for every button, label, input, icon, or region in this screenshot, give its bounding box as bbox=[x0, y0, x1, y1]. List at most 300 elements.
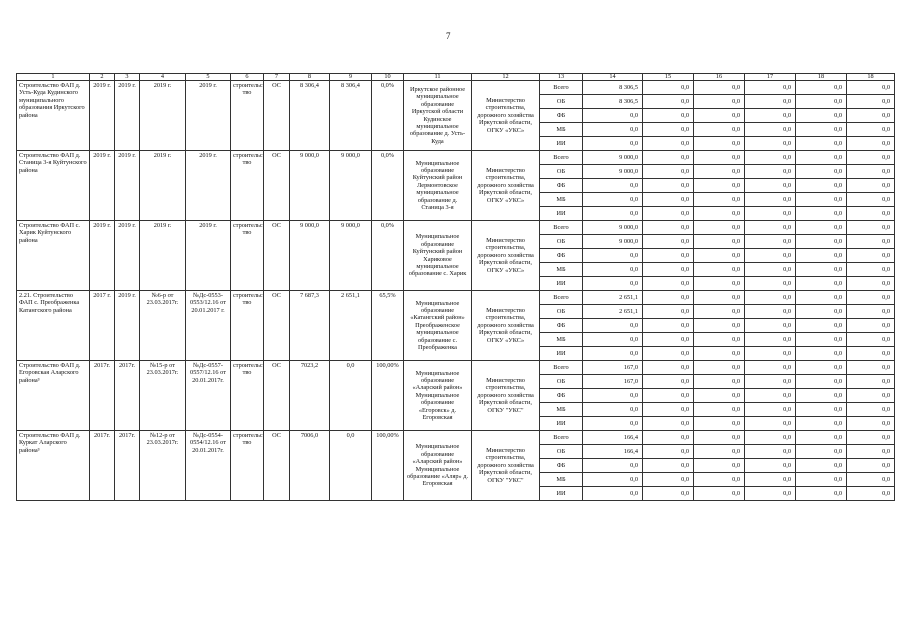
amount-cell: 166,4 bbox=[583, 445, 643, 459]
column-number-row bbox=[17, 74, 895, 81]
start-year-cell: 2019 г. bbox=[90, 81, 115, 151]
amount-cell: 0,0 bbox=[694, 109, 745, 123]
amount-cell: 0,0 bbox=[583, 123, 643, 137]
funding-source-cell: Всего bbox=[540, 221, 583, 235]
funding-source-cell: МБ bbox=[540, 193, 583, 207]
amount-cell: 0,0 bbox=[643, 165, 694, 179]
amount-cell: 0,0 bbox=[694, 459, 745, 473]
funding-source-cell: МБ bbox=[540, 473, 583, 487]
amount-cell: 0,0 bbox=[796, 417, 847, 431]
funding-source-cell: МБ bbox=[540, 123, 583, 137]
decision-doc-cell: №15-р от 23.03.2017г. bbox=[140, 361, 186, 431]
amount-cell: 0,0 bbox=[583, 417, 643, 431]
funding-source-cell: ИИ bbox=[540, 417, 583, 431]
amount-cell: 0,0 bbox=[643, 361, 694, 375]
amount-cell: 0,0 bbox=[694, 249, 745, 263]
amount-cell: 0,0 bbox=[745, 431, 796, 445]
funding-source-cell: ИИ bbox=[540, 277, 583, 291]
amount-cell: 9 000,0 bbox=[583, 221, 643, 235]
column-number-cell: 2 bbox=[90, 74, 115, 81]
project-name-cell: Строительство ФАП с. Харик Куйтунского района bbox=[17, 221, 90, 291]
amount-cell: 0,0 bbox=[643, 179, 694, 193]
amount-cell: 0,0 bbox=[796, 459, 847, 473]
amount-cell: 0,0 bbox=[745, 81, 796, 95]
asset-type-cell: ОС bbox=[264, 361, 290, 431]
amount-cell: 0,0 bbox=[745, 123, 796, 137]
amount-cell: 0,0 bbox=[694, 179, 745, 193]
funding-source-cell: ОБ bbox=[540, 445, 583, 459]
customer-cell: Министерство строительства, дорожного хозяйства Иркутской области, ОГКУ "УКС" bbox=[472, 431, 540, 501]
amount-cell: 0,0 bbox=[847, 137, 895, 151]
cost-cell: 7006,0 bbox=[290, 431, 330, 501]
remaining-cost-cell: 0,0 bbox=[330, 431, 372, 501]
amount-cell: 0,0 bbox=[796, 361, 847, 375]
funding-source-cell: ИИ bbox=[540, 137, 583, 151]
amount-cell: 0,0 bbox=[583, 207, 643, 221]
project-name-cell: Строительство ФАП д. Станица 3-я Куйтунского района bbox=[17, 151, 90, 221]
amount-cell: 0,0 bbox=[847, 81, 895, 95]
amount-cell: 0,0 bbox=[796, 487, 847, 501]
amount-cell: 0,0 bbox=[694, 319, 745, 333]
amount-cell: 0,0 bbox=[847, 151, 895, 165]
amount-cell: 0,0 bbox=[745, 95, 796, 109]
column-number-cell: 14 bbox=[583, 74, 643, 81]
amount-cell: 0,0 bbox=[847, 487, 895, 501]
amount-cell: 0,0 bbox=[796, 165, 847, 179]
amount-cell: 0,0 bbox=[745, 137, 796, 151]
amount-cell: 0,0 bbox=[796, 263, 847, 277]
amount-cell: 0,0 bbox=[643, 221, 694, 235]
amount-cell: 0,0 bbox=[583, 473, 643, 487]
amount-cell: 0,0 bbox=[583, 487, 643, 501]
column-number-cell: 3 bbox=[115, 74, 140, 81]
end-year-cell: 2019 г. bbox=[115, 221, 140, 291]
column-number-cell: 6 bbox=[231, 74, 264, 81]
municipality-cell: Иркутское районное муниципальное образование Иркутской области Кудинское муниципальное образование д. Усть-Куда bbox=[404, 81, 472, 151]
amount-cell: 0,0 bbox=[694, 417, 745, 431]
amount-cell: 0,0 bbox=[583, 179, 643, 193]
amount-cell: 0,0 bbox=[745, 235, 796, 249]
funding-source-cell: ИИ bbox=[540, 207, 583, 221]
customer-cell: Министерство строительства, дорожного хозяйства Иркутской области, ОГКУ «УКС» bbox=[472, 151, 540, 221]
amount-cell: 8 306,5 bbox=[583, 81, 643, 95]
amount-cell: 0,0 bbox=[694, 305, 745, 319]
work-type-cell: строительс тво bbox=[231, 291, 264, 361]
column-number-cell: 18 bbox=[796, 74, 847, 81]
work-type-cell: строительс тво bbox=[231, 221, 264, 291]
amount-cell: 0,0 bbox=[796, 123, 847, 137]
amount-cell: 0,0 bbox=[643, 347, 694, 361]
amount-cell: 0,0 bbox=[796, 445, 847, 459]
funding-source-cell: Всего bbox=[540, 151, 583, 165]
amount-cell: 0,0 bbox=[643, 319, 694, 333]
amount-cell: 0,0 bbox=[745, 375, 796, 389]
decision-doc-cell: №6-р от 23.03.2017г. bbox=[140, 291, 186, 361]
amount-cell: 0,0 bbox=[796, 95, 847, 109]
amount-cell: 0,0 bbox=[745, 473, 796, 487]
amount-cell: 0,0 bbox=[583, 277, 643, 291]
amount-cell: 0,0 bbox=[643, 473, 694, 487]
readiness-cell: 65,5% bbox=[372, 291, 404, 361]
amount-cell: 0,0 bbox=[745, 249, 796, 263]
amount-cell: 0,0 bbox=[847, 95, 895, 109]
amount-cell: 0,0 bbox=[643, 95, 694, 109]
readiness-cell: 0,0% bbox=[372, 81, 404, 151]
amount-cell: 0,0 bbox=[745, 445, 796, 459]
amount-cell: 9 000,0 bbox=[583, 151, 643, 165]
funding-source-cell: ОБ bbox=[540, 235, 583, 249]
amount-cell: 0,0 bbox=[583, 263, 643, 277]
document-sheet bbox=[16, 73, 890, 501]
amount-cell: 0,0 bbox=[796, 319, 847, 333]
readiness-cell: 100,00% bbox=[372, 361, 404, 431]
amount-cell: 0,0 bbox=[847, 165, 895, 179]
contract-doc-cell: №Дс-0557-0557/12.16 от 20.01.2017г. bbox=[186, 361, 231, 431]
amount-cell: 0,0 bbox=[796, 179, 847, 193]
amount-cell: 0,0 bbox=[745, 319, 796, 333]
amount-cell: 0,0 bbox=[847, 291, 895, 305]
amount-cell: 0,0 bbox=[694, 207, 745, 221]
remaining-cost-cell: 2 651,1 bbox=[330, 291, 372, 361]
amount-cell: 0,0 bbox=[583, 389, 643, 403]
cost-cell: 9 000,0 bbox=[290, 221, 330, 291]
amount-cell: 0,0 bbox=[847, 193, 895, 207]
amount-cell: 0,0 bbox=[694, 193, 745, 207]
amount-cell: 0,0 bbox=[643, 151, 694, 165]
amount-cell: 0,0 bbox=[745, 165, 796, 179]
column-number-cell: 18 bbox=[847, 74, 895, 81]
amount-cell: 0,0 bbox=[745, 403, 796, 417]
funding-source-cell: ФБ bbox=[540, 459, 583, 473]
contract-doc-cell: №Дс-0553-0553/12.16 от 20.01.2017 г. bbox=[186, 291, 231, 361]
amount-cell: 167,0 bbox=[583, 375, 643, 389]
funding-source-cell: ОБ bbox=[540, 95, 583, 109]
amount-cell: 0,0 bbox=[796, 375, 847, 389]
remaining-cost-cell: 9 000,0 bbox=[330, 151, 372, 221]
work-type-cell: строительс тво bbox=[231, 361, 264, 431]
amount-cell: 0,0 bbox=[796, 291, 847, 305]
amount-cell: 0,0 bbox=[694, 123, 745, 137]
cost-cell: 7 687,3 bbox=[290, 291, 330, 361]
amount-cell: 0,0 bbox=[847, 333, 895, 347]
amount-cell: 0,0 bbox=[745, 291, 796, 305]
amount-cell: 0,0 bbox=[694, 389, 745, 403]
amount-cell: 0,0 bbox=[796, 431, 847, 445]
amount-cell: 0,0 bbox=[796, 193, 847, 207]
amount-cell: 0,0 bbox=[643, 445, 694, 459]
table-row bbox=[17, 221, 895, 235]
amount-cell: 0,0 bbox=[643, 263, 694, 277]
amount-cell: 0,0 bbox=[694, 263, 745, 277]
customer-cell: Министерство строительства, дорожного хозяйства Иркутской области, ОГКУ «УКС» bbox=[472, 291, 540, 361]
amount-cell: 0,0 bbox=[847, 431, 895, 445]
amount-cell: 0,0 bbox=[796, 473, 847, 487]
amount-cell: 0,0 bbox=[745, 389, 796, 403]
amount-cell: 0,0 bbox=[796, 305, 847, 319]
funding-source-cell: ОБ bbox=[540, 305, 583, 319]
amount-cell: 0,0 bbox=[643, 109, 694, 123]
amount-cell: 0,0 bbox=[694, 403, 745, 417]
funding-source-cell: МБ bbox=[540, 333, 583, 347]
amount-cell: 0,0 bbox=[583, 403, 643, 417]
funding-source-cell: ФБ bbox=[540, 179, 583, 193]
amount-cell: 0,0 bbox=[745, 263, 796, 277]
work-type-cell: строительс тво bbox=[231, 81, 264, 151]
project-name-cell: Строительство ФАП д. Куркат Аларского района³ bbox=[17, 431, 90, 501]
amount-cell: 0,0 bbox=[847, 417, 895, 431]
readiness-cell: 0,0% bbox=[372, 151, 404, 221]
amount-cell: 167,0 bbox=[583, 361, 643, 375]
amount-cell: 0,0 bbox=[745, 221, 796, 235]
funding-source-cell: ФБ bbox=[540, 319, 583, 333]
funding-source-cell: ОБ bbox=[540, 375, 583, 389]
amount-cell: 0,0 bbox=[694, 361, 745, 375]
amount-cell: 0,0 bbox=[643, 487, 694, 501]
remaining-cost-cell: 8 306,4 bbox=[330, 81, 372, 151]
column-number-cell: 11 bbox=[404, 74, 472, 81]
end-year-cell: 2019 г. bbox=[115, 151, 140, 221]
amount-cell: 0,0 bbox=[796, 235, 847, 249]
amount-cell: 0,0 bbox=[796, 403, 847, 417]
amount-cell: 0,0 bbox=[694, 221, 745, 235]
table-body bbox=[17, 81, 895, 501]
remaining-cost-cell: 0,0 bbox=[330, 361, 372, 431]
page-number: 7 bbox=[446, 31, 451, 41]
amount-cell: 0,0 bbox=[847, 277, 895, 291]
amount-cell: 0,0 bbox=[745, 151, 796, 165]
municipality-cell: Муниципальное образование Куйтунский район Лермонтовское муниципальное образование д. Станица 3-я bbox=[404, 151, 472, 221]
amount-cell: 0,0 bbox=[847, 179, 895, 193]
readiness-cell: 0,0% bbox=[372, 221, 404, 291]
amount-cell: 0,0 bbox=[694, 81, 745, 95]
amount-cell: 0,0 bbox=[847, 347, 895, 361]
funding-source-cell: Всего bbox=[540, 431, 583, 445]
amount-cell: 0,0 bbox=[745, 347, 796, 361]
column-number-cell: 4 bbox=[140, 74, 186, 81]
customer-cell: Министерство строительства, дорожного хозяйства Иркутской области, ОГКУ «УКС» bbox=[472, 221, 540, 291]
amount-cell: 0,0 bbox=[643, 81, 694, 95]
column-number-cell: 10 bbox=[372, 74, 404, 81]
decision-doc-cell: 2019 г. bbox=[140, 81, 186, 151]
column-number-cell: 5 bbox=[186, 74, 231, 81]
column-number-cell: 12 bbox=[472, 74, 540, 81]
start-year-cell: 2017г. bbox=[90, 361, 115, 431]
amount-cell: 9 000,0 bbox=[583, 165, 643, 179]
end-year-cell: 2017г. bbox=[115, 431, 140, 501]
amount-cell: 0,0 bbox=[583, 109, 643, 123]
amount-cell: 0,0 bbox=[583, 333, 643, 347]
contract-doc-cell: 2019 г. bbox=[186, 151, 231, 221]
funding-source-cell: ОБ bbox=[540, 165, 583, 179]
amount-cell: 0,0 bbox=[643, 403, 694, 417]
amount-cell: 166,4 bbox=[583, 431, 643, 445]
funding-source-cell: ИИ bbox=[540, 347, 583, 361]
amount-cell: 0,0 bbox=[745, 193, 796, 207]
funding-source-cell: ФБ bbox=[540, 249, 583, 263]
amount-cell: 0,0 bbox=[847, 305, 895, 319]
amount-cell: 0,0 bbox=[745, 333, 796, 347]
amount-cell: 0,0 bbox=[796, 277, 847, 291]
amount-cell: 0,0 bbox=[583, 347, 643, 361]
amount-cell: 0,0 bbox=[643, 235, 694, 249]
amount-cell: 0,0 bbox=[745, 487, 796, 501]
amount-cell: 0,0 bbox=[694, 445, 745, 459]
amount-cell: 0,0 bbox=[643, 375, 694, 389]
amount-cell: 0,0 bbox=[847, 319, 895, 333]
table-row bbox=[17, 151, 895, 165]
contract-doc-cell: 2019 г. bbox=[186, 81, 231, 151]
amount-cell: 0,0 bbox=[694, 151, 745, 165]
end-year-cell: 2019 г. bbox=[115, 81, 140, 151]
amount-cell: 0,0 bbox=[745, 179, 796, 193]
column-number-cell: 7 bbox=[264, 74, 290, 81]
amount-cell: 0,0 bbox=[694, 347, 745, 361]
funding-source-cell: ФБ bbox=[540, 109, 583, 123]
amount-cell: 0,0 bbox=[694, 431, 745, 445]
amount-cell: 0,0 bbox=[694, 291, 745, 305]
decision-doc-cell: 2019 г. bbox=[140, 151, 186, 221]
amount-cell: 0,0 bbox=[643, 207, 694, 221]
project-name-cell: Строительство ФАП д. Егоровская Аларского района³ bbox=[17, 361, 90, 431]
asset-type-cell: ОС bbox=[264, 291, 290, 361]
funding-source-cell: ИИ bbox=[540, 487, 583, 501]
column-number-cell: 13 bbox=[540, 74, 583, 81]
asset-type-cell: ОС bbox=[264, 431, 290, 501]
contract-doc-cell: 2019 г. bbox=[186, 221, 231, 291]
amount-cell: 0,0 bbox=[847, 249, 895, 263]
funding-source-cell: Всего bbox=[540, 291, 583, 305]
amount-cell: 0,0 bbox=[847, 263, 895, 277]
contract-doc-cell: №Дс-0554-0554/12.16 от 20.01.2017г. bbox=[186, 431, 231, 501]
table-row bbox=[17, 291, 895, 305]
funding-source-cell: Всего bbox=[540, 361, 583, 375]
amount-cell: 0,0 bbox=[643, 137, 694, 151]
start-year-cell: 2019 г. bbox=[90, 221, 115, 291]
amount-cell: 0,0 bbox=[847, 389, 895, 403]
amount-cell: 0,0 bbox=[643, 123, 694, 137]
end-year-cell: 2019 г. bbox=[115, 291, 140, 361]
amount-cell: 0,0 bbox=[583, 249, 643, 263]
amount-cell: 0,0 bbox=[847, 473, 895, 487]
amount-cell: 0,0 bbox=[847, 235, 895, 249]
amount-cell: 0,0 bbox=[643, 431, 694, 445]
amount-cell: 0,0 bbox=[643, 277, 694, 291]
work-type-cell: строительс тво bbox=[231, 151, 264, 221]
end-year-cell: 2017г. bbox=[115, 361, 140, 431]
amount-cell: 0,0 bbox=[694, 137, 745, 151]
amount-cell: 0,0 bbox=[745, 277, 796, 291]
amount-cell: 0,0 bbox=[694, 473, 745, 487]
asset-type-cell: ОС bbox=[264, 221, 290, 291]
amount-cell: 0,0 bbox=[847, 221, 895, 235]
amount-cell: 0,0 bbox=[694, 95, 745, 109]
readiness-cell: 100,00% bbox=[372, 431, 404, 501]
column-number-cell: 8 bbox=[290, 74, 330, 81]
amount-cell: 0,0 bbox=[796, 221, 847, 235]
amount-cell: 0,0 bbox=[796, 109, 847, 123]
table-row bbox=[17, 81, 895, 95]
amount-cell: 0,0 bbox=[745, 207, 796, 221]
amount-cell: 0,0 bbox=[583, 319, 643, 333]
amount-cell: 2 651,1 bbox=[583, 291, 643, 305]
funding-source-cell: МБ bbox=[540, 263, 583, 277]
amount-cell: 0,0 bbox=[796, 81, 847, 95]
amount-cell: 0,0 bbox=[643, 459, 694, 473]
amount-cell: 0,0 bbox=[796, 333, 847, 347]
table-row bbox=[17, 431, 895, 445]
amount-cell: 0,0 bbox=[745, 459, 796, 473]
amount-cell: 0,0 bbox=[745, 305, 796, 319]
funding-source-cell: Всего bbox=[540, 81, 583, 95]
amount-cell: 0,0 bbox=[847, 459, 895, 473]
asset-type-cell: ОС bbox=[264, 151, 290, 221]
municipality-cell: Муниципальное образование Куйтунский район Хариковое муниципальное образование с. Харик bbox=[404, 221, 472, 291]
amount-cell: 0,0 bbox=[643, 333, 694, 347]
amount-cell: 0,0 bbox=[694, 235, 745, 249]
amount-cell: 0,0 bbox=[796, 389, 847, 403]
column-number-cell: 15 bbox=[643, 74, 694, 81]
amount-cell: 0,0 bbox=[643, 193, 694, 207]
cost-cell: 8 306,4 bbox=[290, 81, 330, 151]
column-number-cell: 16 bbox=[694, 74, 745, 81]
amount-cell: 0,0 bbox=[643, 291, 694, 305]
amount-cell: 0,0 bbox=[583, 193, 643, 207]
amount-cell: 0,0 bbox=[583, 137, 643, 151]
decision-doc-cell: 2019 г. bbox=[140, 221, 186, 291]
project-name-cell: Строительство ФАП д. Усть-Куда Кудинского муниципального образования Иркутского района bbox=[17, 81, 90, 151]
amount-cell: 0,0 bbox=[643, 305, 694, 319]
amount-cell: 0,0 bbox=[847, 123, 895, 137]
amount-cell: 0,0 bbox=[643, 417, 694, 431]
municipality-cell: Муниципальное образование «Аларский район» Муниципальное образование «Егоровск» д. Егоровская bbox=[404, 361, 472, 431]
amount-cell: 0,0 bbox=[694, 375, 745, 389]
municipality-cell: Муниципальное образование «Катангский район» Преображенское муниципальное образование с. Преображенка bbox=[404, 291, 472, 361]
amount-cell: 0,0 bbox=[643, 389, 694, 403]
amount-cell: 0,0 bbox=[583, 459, 643, 473]
amount-cell: 0,0 bbox=[745, 109, 796, 123]
amount-cell: 0,0 bbox=[847, 445, 895, 459]
column-number-cell: 1 bbox=[17, 74, 90, 81]
investment-table bbox=[16, 73, 895, 501]
amount-cell: 0,0 bbox=[745, 361, 796, 375]
customer-cell: Министерство строительства, дорожного хозяйства Иркутской области, ОГКУ "УКС" bbox=[472, 361, 540, 431]
cost-cell: 7023,2 bbox=[290, 361, 330, 431]
amount-cell: 8 306,5 bbox=[583, 95, 643, 109]
amount-cell: 9 000,0 bbox=[583, 235, 643, 249]
amount-cell: 0,0 bbox=[796, 137, 847, 151]
amount-cell: 0,0 bbox=[694, 333, 745, 347]
work-type-cell: строительс тво bbox=[231, 431, 264, 501]
start-year-cell: 2017 г. bbox=[90, 291, 115, 361]
amount-cell: 0,0 bbox=[796, 249, 847, 263]
amount-cell: 0,0 bbox=[847, 361, 895, 375]
start-year-cell: 2017г. bbox=[90, 431, 115, 501]
funding-source-cell: ФБ bbox=[540, 389, 583, 403]
table-row bbox=[17, 361, 895, 375]
funding-source-cell: МБ bbox=[540, 403, 583, 417]
municipality-cell: Муниципальное образование «Аларский район» Муниципальное образование «Аляр» д. Егоровская bbox=[404, 431, 472, 501]
decision-doc-cell: №12-р от 23.03.2017г. bbox=[140, 431, 186, 501]
amount-cell: 0,0 bbox=[847, 109, 895, 123]
amount-cell: 0,0 bbox=[796, 151, 847, 165]
amount-cell: 0,0 bbox=[847, 375, 895, 389]
amount-cell: 0,0 bbox=[796, 347, 847, 361]
column-number-cell: 9 bbox=[330, 74, 372, 81]
amount-cell: 0,0 bbox=[745, 417, 796, 431]
amount-cell: 0,0 bbox=[847, 403, 895, 417]
amount-cell: 0,0 bbox=[694, 487, 745, 501]
amount-cell: 0,0 bbox=[694, 165, 745, 179]
